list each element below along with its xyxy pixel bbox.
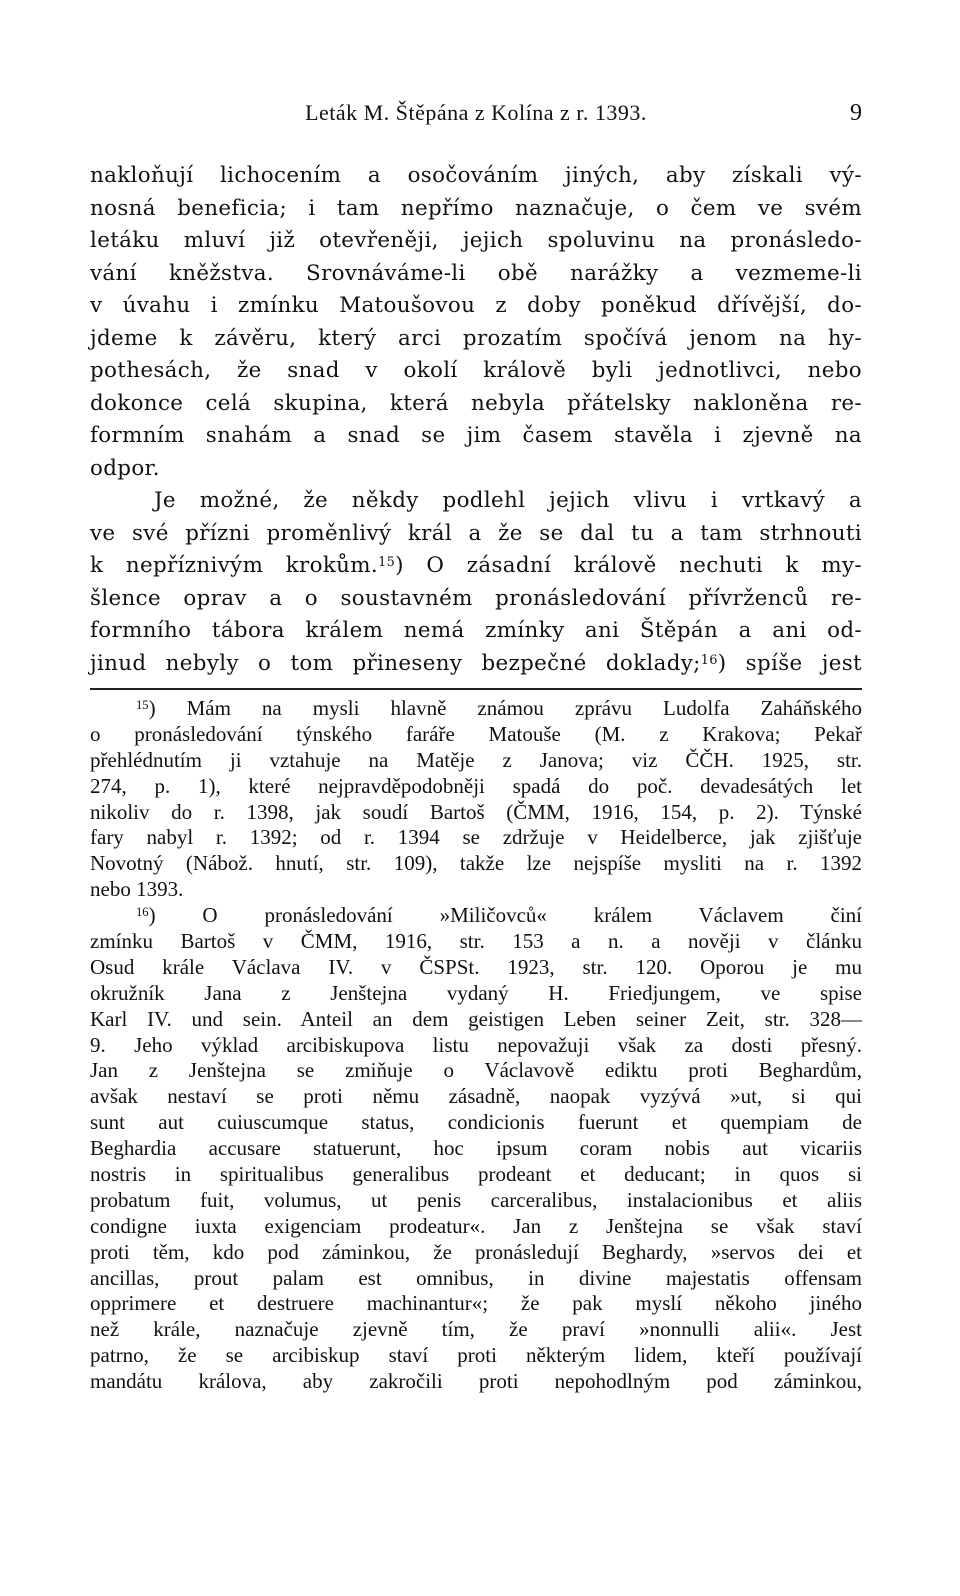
footnote-line: nostris in spiritualibus generalibus prodeant et deducant; in quos si — [90, 1162, 862, 1187]
page-number: 9 — [850, 100, 862, 126]
footnote-line: Jan z Jenštejna se zmiňuje o Václavově ediktu proti Beghardům, — [90, 1058, 862, 1083]
footnote-line: přehlédnutím ji vztahuje na Matěje z Janova; viz ČČH. 1925, str. — [90, 747, 862, 772]
footnote-line: Novotný (Nábož. hnutí, str. 109), takže lze nejspíše mysliti na r. 1392 — [90, 851, 862, 876]
running-title: Leták M. Štěpána z Kolína z r. 1393. — [305, 100, 647, 125]
text-line: formním snahám a snad se jim časem stavěla i zjevně na — [90, 423, 862, 448]
footnote-line: zmínku Bartoš v ČMM, 1916, str. 153 a n. a nověji v článku — [90, 929, 862, 954]
text-line: šlence oprav a o soustavném pronásledování přívrženců re- — [90, 585, 862, 611]
body-text — [90, 160, 862, 680]
footnote-line: Beghardia accusare statuerunt, hoc ipsum coram nobis aut vicariis — [90, 1136, 862, 1161]
footnote-line: proti těm, kdo pod záminkou, že pronásledují Beghardy, »servos dei et — [90, 1239, 862, 1264]
text-line: nosná beneficia; i tam nepřímo naznačuje, o čem ve svém — [90, 195, 862, 221]
footnote-line: ancillas, prout palam est omnibus, in divine majestatis offensam — [90, 1265, 862, 1290]
footnote-ref: 16 — [700, 652, 718, 668]
footnote-line: sunt aut cuiuscumque status, condicionis fuerunt et quempiam de — [90, 1110, 862, 1135]
text-line: odpor. — [90, 455, 160, 481]
text-line — [90, 550, 862, 583]
text-fragment: ) O zásadní králově nechuti k my- — [395, 553, 862, 578]
text-line: dokonce celá skupina, která nebyla přátelsky nakloněna re- — [90, 390, 862, 416]
footnote-line — [90, 903, 862, 929]
text-line — [90, 648, 862, 681]
footnote-divider — [90, 688, 862, 690]
footnote-ref: 15 — [378, 555, 396, 571]
footnote-line: condigne iuxta exigenciam prodeatur«. Jan z Jenštejna se však staví — [90, 1213, 862, 1238]
text-fragment: jinud nebyly o tom přineseny bezpečné doklady; — [90, 650, 701, 676]
footnote-marker: 15 — [136, 698, 149, 713]
footnote-line: probatum fuit, volumus, ut penis carceralibus, instalacionibus et aliis — [90, 1187, 862, 1212]
text-fragment: ) Mám na mysli hlavně známou zprávu Ludolfa Zaháňského — [148, 696, 862, 720]
text-line: v úvahu i zmínku Matoušovou z doby poněkud dřívější, do- — [90, 293, 862, 318]
text-line: Je možné, že někdy podlehl jejich vlivu i vrtkavý a — [154, 488, 862, 513]
footnote-line: opprimere et destruere machinantur«; že pak myslí někoho jiného — [90, 1291, 862, 1316]
footnote-marker: 16 — [136, 905, 149, 920]
text-fragment: k nepříznivým krokům. — [90, 553, 379, 578]
text-line: ve své přízni proměnlivý král a že se dal tu a tam strhnouti — [90, 520, 862, 546]
footnote-line: nikoliv do r. 1398, jak soudí Bartoš (ČMM, 1916, 154, p. 2). Týnské — [90, 799, 862, 824]
footnote-line: 9. Jeho výklad arcibiskupova listu nepovažuji však za dosti přesný. — [90, 1032, 862, 1057]
text-line: nakloňují lichocením a osočováním jiných, aby získali vý- — [90, 163, 862, 188]
text-fragment: ) spíše jest — [717, 650, 862, 676]
footnote-line: okružník Jana z Jenštejna vydaný H. Friedjungem, ve spise — [90, 980, 862, 1005]
footnote-line: o pronásledování týnského faráře Matouše (M. z Krakova; Pekař — [90, 721, 862, 746]
text-line: formního tábora králem nemá zmínky ani Štěpán a ani od- — [90, 618, 862, 643]
text-line: pothesách, že snad v okolí králově byli jednotlivci, nebo — [90, 358, 862, 383]
footnote-line: fary nabyl r. 1392; od r. 1394 se zdržuje v Heidelberce, jak zjišťuje — [90, 825, 862, 850]
footnotes — [90, 696, 862, 1395]
text-line: vání kněžstva. Srovnáváme-li obě narážky a vezmeme-li — [90, 260, 862, 286]
footnote-line: než krále, naznačuje zjevně tím, že praví »nonnulli alii«. Jest — [90, 1317, 862, 1342]
footnote-line: Karl IV. und sein. Anteil an dem geistigen Leben seiner Zeit, str. 328— — [90, 1006, 862, 1031]
running-header — [90, 100, 862, 136]
footnote-line: 274, p. 1), které nejpravděpodobněji spadá do poč. devadesátých let — [90, 773, 862, 798]
footnote-line: Osud krále Václava IV. v ČSPSt. 1923, str. 120. Oporou je mu — [90, 954, 862, 979]
text-line: jdeme k závěru, který arci prozatím spočívá jenom na hy- — [90, 325, 862, 351]
text-line: letáku mluví již otevřeněji, jejich spoluvinu na pronásledo- — [90, 228, 862, 253]
footnote-line: nebo 1393. — [90, 877, 184, 902]
footnote-line: patrno, že se arcibiskup staví proti některým lidem, kteří používají — [90, 1343, 862, 1368]
footnote-line: avšak nestaví se proti němu zásadně, naopak vyzývá »ut, si qui — [90, 1084, 862, 1109]
footnote-line: mandátu králova, aby zakročili proti nepohodlným pod záminkou, — [90, 1369, 862, 1394]
footnote-line — [90, 696, 862, 722]
text-fragment: ) O pronásledování »Miličovců« králem Václavem činí — [148, 903, 862, 928]
